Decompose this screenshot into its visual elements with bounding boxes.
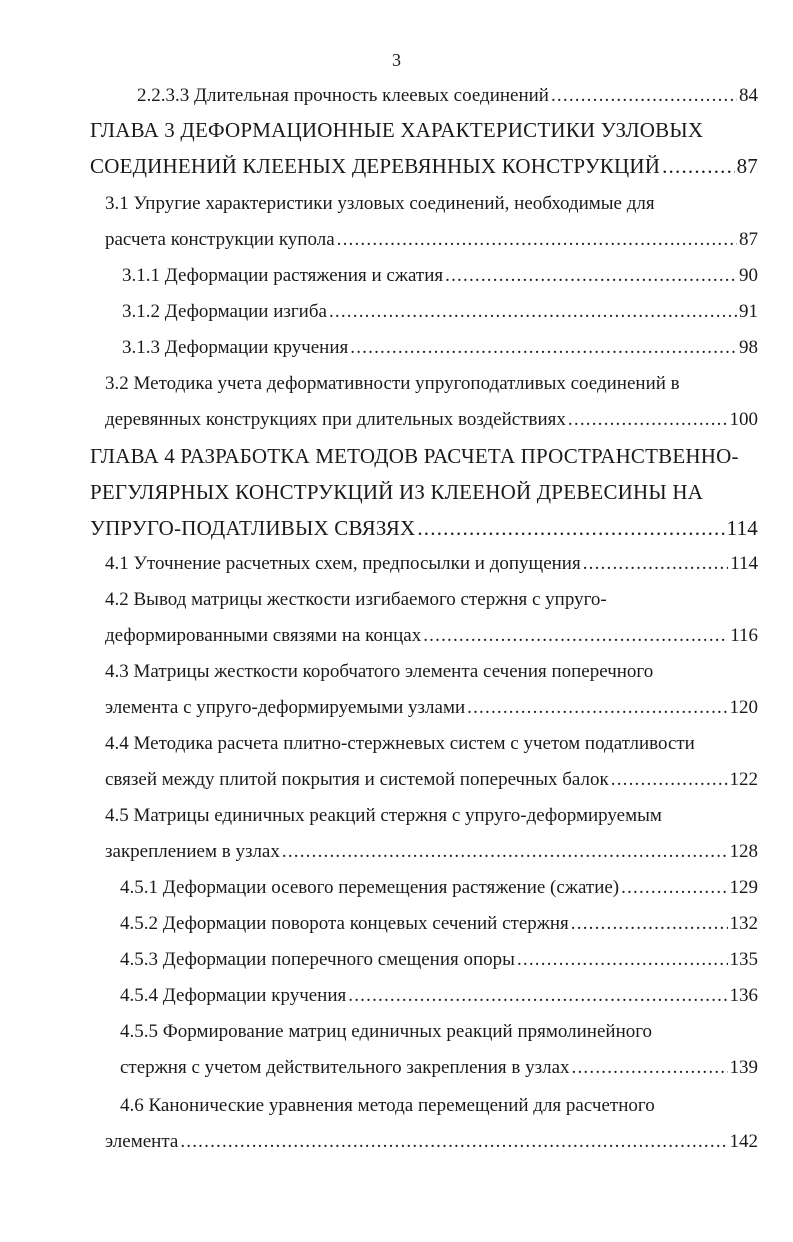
toc-entry (137, 84, 758, 108)
toc-entry (122, 300, 758, 324)
toc-entry (105, 372, 680, 396)
toc-entry-title: 3.1.3 Деформации кручения (122, 337, 349, 358)
toc-entry-page: 114 (730, 553, 758, 574)
toc-entry (90, 118, 703, 142)
toc-leader-dots (571, 912, 728, 936)
toc-leader-dots (611, 768, 728, 792)
toc-entry (120, 984, 758, 1008)
toc-entry (105, 624, 758, 648)
toc-entry (120, 876, 758, 900)
page-number: 3 (392, 50, 401, 70)
toc-entry-page: 128 (729, 841, 758, 862)
toc-leader-dots (329, 300, 737, 324)
toc-entry-page: 100 (729, 409, 758, 430)
toc-entry-title: 3.1.2 Деформации изгиба (122, 301, 327, 322)
toc-entry-title: 3.1.1 Деформации растяжения и сжатия (122, 265, 444, 286)
toc-entry-title: 4.5.1 Деформации осевого перемещения растяжение (сжатие) (120, 877, 620, 898)
toc-entry (105, 228, 758, 252)
toc-entry-page: 114 (726, 516, 758, 540)
toc-entry (105, 192, 655, 216)
toc-leader-dots (583, 552, 729, 576)
toc-entry (105, 660, 653, 684)
toc-leader-dots (572, 1056, 728, 1080)
toc-entry (120, 948, 758, 972)
toc-entry-title: закреплением в узлах (105, 841, 280, 862)
toc-entry (105, 732, 695, 756)
toc-leader-dots (337, 228, 737, 252)
toc-entry-title: РЕГУЛЯРНЫХ КОНСТРУКЦИЙ ИЗ КЛЕЕНОЙ ДРЕВЕСИНЫ НА (90, 480, 704, 504)
toc-leader-dots (662, 154, 735, 178)
toc-entry-title: СОЕДИНЕНИЙ КЛЕЕНЫХ ДЕРЕВЯННЫХ КОНСТРУКЦИЙ (90, 154, 661, 178)
toc-entry-title: 4.5 Матрицы единичных реакций стержня с упруго-деформируемым (105, 805, 662, 826)
toc-entry-page: 91 (739, 301, 758, 322)
toc-entry-title: деревянных конструкциях при длительных воздействиях (105, 409, 566, 430)
toc-entry-page: 122 (729, 769, 758, 790)
toc-entry-title: 4.1 Уточнение расчетных схем, предпосылки и допущения (105, 553, 581, 574)
toc-entry-title: связей между плитой покрытия и системой поперечных балок (105, 769, 609, 790)
toc-entry-page: 98 (739, 337, 758, 358)
toc-entry-page: 90 (739, 265, 758, 286)
toc-leader-dots (445, 264, 737, 288)
toc-entry-title: 3.1 Упругие характеристики узловых соединений, необходимые для (105, 193, 655, 214)
toc-entry (120, 912, 758, 936)
toc-entry-title: 4.4 Методика расчета плитно-стержневых систем с учетом податливости (105, 733, 695, 754)
toc-entry (105, 696, 758, 720)
toc-entry-page: 87 (736, 154, 758, 178)
toc-entry-page: 135 (729, 949, 758, 970)
toc-entry-page: 129 (729, 877, 758, 898)
toc-entry (90, 444, 739, 468)
toc-leader-dots (348, 984, 727, 1008)
toc-entry (105, 840, 758, 864)
toc-entry (122, 264, 758, 288)
toc-entry-title: УПРУГО-ПОДАТЛИВЫХ СВЯЗЯХ (90, 516, 416, 540)
toc-entry-page: 87 (739, 229, 758, 250)
toc-leader-dots (551, 84, 737, 108)
toc-entry-page: 132 (729, 913, 758, 934)
toc-entry (90, 154, 758, 178)
toc-entry (90, 516, 758, 540)
toc-entry-page: 139 (729, 1057, 758, 1078)
toc-entry-title: ГЛАВА 3 ДЕФОРМАЦИОННЫЕ ХАРАКТЕРИСТИКИ УЗЛОВЫХ (90, 118, 704, 142)
toc-entry (105, 408, 758, 432)
toc-entry-title: стержня с учетом действительного закрепления в узлах (120, 1057, 570, 1078)
toc-entry (105, 1130, 758, 1154)
toc-entry-title: элемента (105, 1131, 179, 1152)
toc-entry (120, 1094, 655, 1118)
toc-entry-title: деформированными связями на концах (105, 625, 422, 646)
toc-entry-page: 84 (739, 85, 758, 106)
toc-entry (105, 552, 758, 576)
toc-entry (105, 804, 662, 828)
toc-entry (105, 768, 758, 792)
toc-entry (120, 1056, 758, 1080)
toc-entry-title: 4.5.5 Формирование матриц единичных реакций прямолинейного (120, 1021, 653, 1042)
toc-leader-dots (350, 336, 737, 360)
toc-entry-title: 4.3 Матрицы жесткости коробчатого элемента сечения поперечного (105, 661, 654, 682)
toc-leader-dots (517, 948, 728, 972)
toc-leader-dots (417, 516, 724, 540)
toc-leader-dots (180, 1130, 727, 1154)
toc-leader-dots (621, 876, 727, 900)
toc-entry (90, 480, 703, 504)
toc-leader-dots (282, 840, 728, 864)
toc-entry-title: 3.2 Методика учета деформативности упругоподатливых соединений в (105, 373, 680, 394)
toc-entry-title: ГЛАВА 4 РАЗРАБОТКА МЕТОДОВ РАСЧЕТА ПРОСТРАНСТВЕННО- (90, 444, 739, 468)
toc-entry-page: 116 (730, 625, 758, 646)
toc-entry-title: расчета конструкции купола (105, 229, 335, 250)
toc-entry-title: 4.5.4 Деформации кручения (120, 985, 347, 1006)
toc-entry-title: 4.5.3 Деформации поперечного смещения опоры (120, 949, 515, 970)
toc-entry (105, 588, 607, 612)
toc-leader-dots (467, 696, 727, 720)
toc-leader-dots (568, 408, 728, 432)
toc-entry-title: 4.5.2 Деформации поворота концевых сечений стержня (120, 913, 569, 934)
toc-entry-page: 120 (729, 697, 758, 718)
toc-entry-page: 136 (729, 985, 758, 1006)
toc-entry-title: 4.6 Канонические уравнения метода перемещений для расчетного (120, 1095, 655, 1116)
toc-leader-dots (423, 624, 728, 648)
toc-entry (120, 1020, 652, 1044)
toc-entry-title: элемента с упруго-деформируемыми узлами (105, 697, 466, 718)
toc-entry-title: 2.2.3.3 Длительная прочность клеевых соединений (137, 85, 549, 106)
toc-entry-page: 142 (729, 1131, 758, 1152)
toc-entry-title: 4.2 Вывод матрицы жесткости изгибаемого стержня с упруго- (105, 589, 607, 610)
toc-entry (122, 336, 758, 360)
